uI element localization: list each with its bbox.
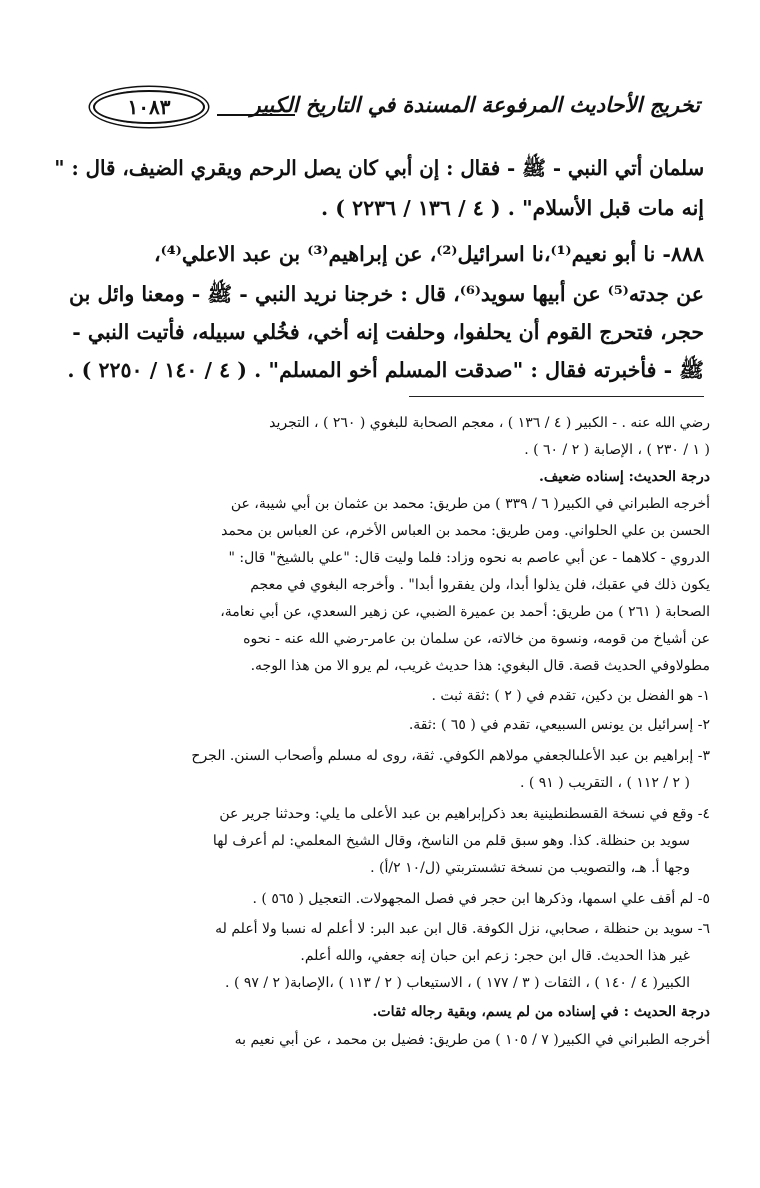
footnote-separator <box>409 396 704 397</box>
footnote-line: ( ٢ / ١١٢ ) ، التقريب ( ٩١ ) . <box>519 775 690 791</box>
footnote-line: الدروي - كلاهما - عن أبي عاصم به نحوه وزاد: فلما وليت قال: "علي بالشيخ" قال: " <box>228 550 710 566</box>
main-line: حجر، فتحرج القوم أن يحلفوا، وحلفت إنه أخي، فخُلي سبيله، فأتيت النبي - <box>72 320 704 344</box>
footnote-item: ٤- وقع في نسخة القسطنطينية بعد ذكرإبراهيم بن عبد الأعلى ما يلي: وحدثنا جرير عن <box>219 806 710 822</box>
footnote-line: رضي الله عنه . - الكبير ( ٤ / ١٣٦ ) ، معجم الصحابة للبغوي ( ٢٦٠ ) ، التجريد <box>269 415 710 431</box>
footnote-item: ١- هو الفضل بن دكين، تقدم في ( ٢ ) :ثقة ثبت . <box>431 688 710 704</box>
footnote-line: عن أشياخ من قومه، ونسوة من خالاته، عن سلمان بن عامر-رضي الله عنه - نحوه <box>243 631 710 647</box>
footnote-item: ٣- إبراهيم بن عبد الأعلىالجعفي مولاهم الكوفي. ثقة، روى له مسلم وأصحاب السنن. الجرح <box>191 748 710 764</box>
footnote-line: الصحابة ( ٢٦١ ) من طريق: أحمد بن عميرة الضبي، عن زهير السعدي، عن أبي نعامة، <box>220 604 710 620</box>
page-number: ١٠٨٣ <box>93 90 205 124</box>
footnote-heading: درجة الحديث : في إسناده من لم يسم، وبقية رجاله ثقات. <box>372 1004 710 1020</box>
main-line: سلمان أتي النبي - ﷺ - فقال : إن أبي كان يصل الرحم ويقري الضيف، قال : " <box>54 156 704 180</box>
footnote-line: أخرجه الطبراني في الكبير( ٧ / ١٠٥ ) من طريق: فضيل بن محمد ، عن أبي نعيم به <box>234 1032 710 1048</box>
footnote-line: مطولاوفي الحديث قصة. قال البغوي: هذا حديث غريب، لم يرو الا من هذا الوجه. <box>250 658 710 674</box>
footnote-line: يكون ذلك في عقبك، فلن يذلوا أبدا، ولن يفقروا أبدا" . وأخرجه البغوي في معجم <box>250 577 710 593</box>
footnote-line: ( ١ / ٢٣٠ ) ، الإصابة ( ٢ / ٦٠ ) . <box>524 442 710 458</box>
header-rule <box>217 114 295 116</box>
footnote-heading: درجة الحديث: إسناده ضعيف. <box>538 469 710 485</box>
running-header <box>85 88 700 128</box>
main-line: ﷺ - فأخبرته فقال : "صدقت المسلم أخو المسلم" . ( ٤ / ١٤٠ / ٢٢٥٠ ) . <box>67 358 704 382</box>
footnote-line: الكبير( ٤ / ١٤٠ ) ، الثقات ( ٣ / ١٧٧ ) ، الاستيعاب ( ٢ / ١١٣ ) ،الإصابة( ٢ / ٩٧ ) . <box>225 975 690 991</box>
footnote-line: سويد بن حنظلة. كذا. وهو سبق قلم من الناسخ، وقال الشيخ المعلمي: لم أعرف لها <box>212 833 690 849</box>
footnote-item: ٥- لم أقف علي اسمها، وذكرها ابن حجر في فصل المجهولات. التعجيل ( ٥٦٥ ) . <box>252 891 710 907</box>
footnote-line: وجها أ. هـ، والتصويب من نسخة تشستربتي (ل/١٠ ٢/أ) . <box>370 860 690 876</box>
footnote-line: غير هذا الحديث. قال ابن حجر: زعم ابن حبان إنه جعفي، والله أعلم. <box>300 948 690 964</box>
hadith-number-line: ٨٨٨- نا أبو نعيم⁽¹⁾،نا اسرائيل⁽²⁾، عن إبراهيم⁽³⁾ بن عبد الاعلي⁽⁴⁾، <box>154 242 704 266</box>
footnote-line: أخرجه الطبراني في الكبير( ٦ / ٣٣٩ ) من طريق: محمد بن عثمان بن أبي شيبة، عن <box>230 496 710 512</box>
main-line: عن جدته⁽⁵⁾ عن أبيها سويد⁽⁶⁾، قال : خرجنا نريد النبي - ﷺ - ومعنا وائل بن <box>69 282 704 306</box>
footnote-item: ٦- سويد بن حنظلة ، صحابي، نزل الكوفة. قال ابن عبد البر: لا أعلم له نسبا ولا أعلم له <box>215 921 710 937</box>
footnote-item: ٢- إسرائيل بن يونس السبيعي، تقدم في ( ٦٥ ) :ثقة. <box>408 717 710 733</box>
book-title: تخريج الأحاديث المرفوعة المسندة في التاريخ الكبير <box>250 92 700 117</box>
main-line: إنه مات قبل الأسلام" . ( ٤ / ١٣٦ / ٢٢٣٦ ) . <box>320 196 704 220</box>
footnote-line: الحسن بن علي الحلواني. ومن طريق: محمد بن العباس الأخرم، عن العباس بن محمد <box>221 523 710 539</box>
